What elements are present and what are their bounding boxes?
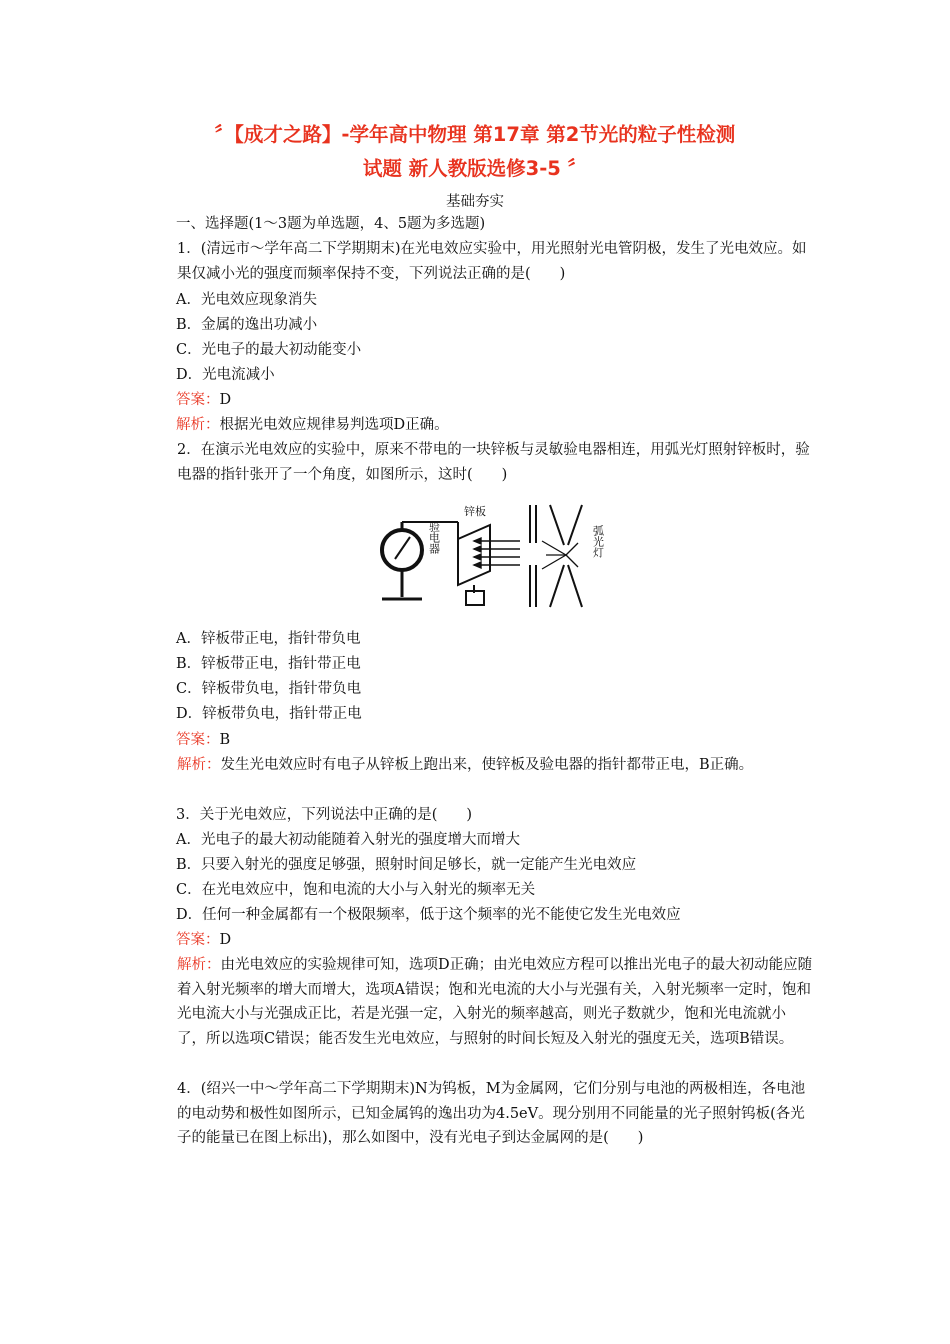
question-2-answer xyxy=(176,728,230,752)
answer-label: 答案： xyxy=(176,392,220,408)
question-3-answer xyxy=(176,928,231,952)
document-title-line2: 试题 新人教版选修3-5 〞 xyxy=(362,157,588,180)
figure-label-electroscope: 验电器 xyxy=(427,521,441,554)
question-2-option-d: D．锌板带负电，指针带正电 xyxy=(176,706,362,722)
question-2-option-c: C．锌板带负电，指针带负电 xyxy=(176,681,362,697)
photoelectric-figure xyxy=(370,503,610,609)
analysis-label: 解析： xyxy=(177,957,221,973)
figure-label-plate: 锌板 xyxy=(464,505,486,518)
document-title-line1: 〞【成才之路】-学年高中物理 第17章 第2节光的粒子性检测 xyxy=(214,123,736,146)
answer-label: 答案： xyxy=(176,932,220,948)
section-heading: 基础夯实 xyxy=(446,194,504,210)
question-1-text: 1．(清远市～学年高二下学期期末)在光电效应实验中，用光照射光电管阴极，发生了光电效应。如果仅减小光的强度而频率保持不变，下列说法正确的是( ) xyxy=(177,241,807,282)
analysis-label: 解析： xyxy=(177,757,221,773)
question-1-option-a: A．光电效应现象消失 xyxy=(176,292,317,308)
question-intro: 一、选择题(1～3题为单选题，4、5题为多选题) xyxy=(176,216,486,232)
question-3-option-b: B．只要入射光的强度足够强，照射时间足够长，就一定能产生光电效应 xyxy=(176,857,637,873)
question-1-answer-value: D xyxy=(219,392,232,408)
plate-stand xyxy=(466,591,484,605)
question-2-text: 2．在演示光电效应的实验中，原来不带电的一块锌板与灵敏验电器相连，用弧光灯照射锌板时，验电器的指针张开了一个角度，如图所示，这时( ) xyxy=(177,442,810,483)
question-2-answer-value: B xyxy=(219,732,231,748)
question-1-analysis-text: 根据光电效应规律易判选项D正确。 xyxy=(219,417,449,433)
question-1-option-b: B．金属的逸出功减小 xyxy=(176,317,318,333)
figure-label-lamp: 弧光灯 xyxy=(591,525,605,558)
question-4-text: 4．(绍兴一中～学年高二下学期期末)N为钨板，M为金属网，它们分别与电池的两极相连，各电池的电动势和极性如图所示，已知金属钨的逸出功为4.5eV。现分别用不同能量的光子照射钨板(各光子的能量已在图上标出)，那么如图中，没有光电子到达金属网的是( ) xyxy=(177,1081,806,1147)
question-3-option-d: D．任何一种金属都有一个极限频率，低于这个频率的光不能使它发生光电效应 xyxy=(176,907,681,923)
question-1-analysis xyxy=(176,413,449,437)
question-1-answer xyxy=(176,388,231,412)
question-3-stem: 3．关于光电效应，下列说法中正确的是( ) xyxy=(176,807,473,823)
answer-label: 答案： xyxy=(176,732,220,748)
question-2-stem xyxy=(145,438,813,487)
question-2-option-a: A．锌板带正电，指针带负电 xyxy=(176,631,361,647)
question-3-analysis xyxy=(145,953,813,1051)
question-4-stem xyxy=(145,1077,813,1151)
question-2-analysis-wrap xyxy=(145,753,813,778)
question-1-stem xyxy=(145,237,813,286)
question-1-option-d: D．光电流减小 xyxy=(176,367,275,383)
question-3-analysis-wrap xyxy=(145,953,813,1051)
zinc-plate xyxy=(458,525,490,585)
question-2-option-b: B．锌板带正电，指针带正电 xyxy=(176,656,361,672)
question-3-answer-value: D xyxy=(219,932,232,948)
question-1-option-c: C．光电子的最大初动能变小 xyxy=(176,342,362,358)
analysis-label: 解析： xyxy=(176,417,220,433)
question-3-analysis-text: 由光电效应的实验规律可知，选项D正确；由光电效应方程可以推出光电子的最大初动能应随着入射光频率的增大而增大，选项A错误；饱和光电流的大小与光强有关，入射光频率一定时，饱和光电流大小与光强成正比，若是光强一定，入射光的频率越高，则光子数就少，饱和光电流就小了，所以选项C错误；能否发生光电效应，与照射的时间长短及入射光的强度无关，选项B错误。 xyxy=(177,957,813,1047)
question-3-option-a: A．光电子的最大初动能随着入射光的强度增大而增大 xyxy=(176,832,520,848)
question-3-option-c: C．在光电效应中，饱和电流的大小与入射光的频率无关 xyxy=(176,882,536,898)
electroscope-needle xyxy=(395,537,410,559)
question-2-analysis xyxy=(145,753,813,778)
question-2-analysis-text: 发生光电效应时有电子从锌板上跑出来，使锌板及验电器的指针都带正电，B正确。 xyxy=(220,757,754,773)
